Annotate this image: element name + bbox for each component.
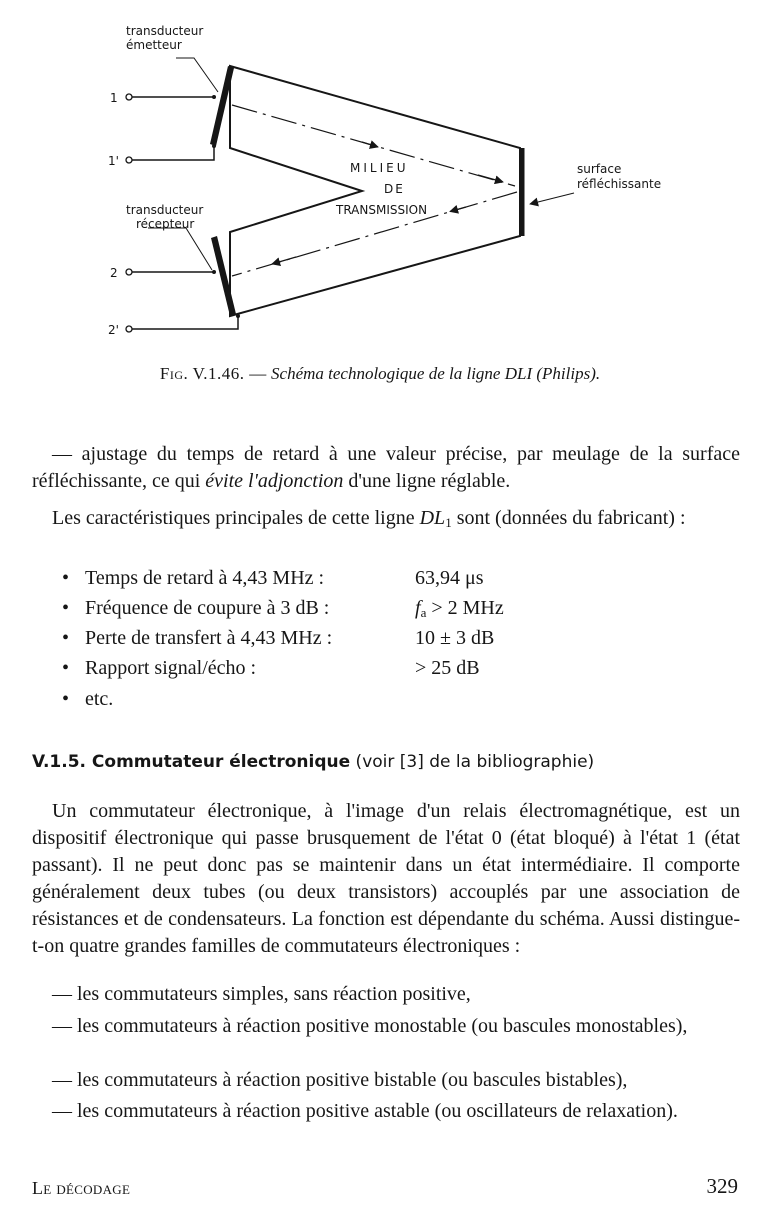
spec-label: etc. (85, 688, 114, 710)
receiver-leader (148, 228, 212, 270)
spec-label: Perte de transfert à 4,43 MHz : (85, 627, 333, 649)
medium-label-line2: DE (384, 182, 405, 196)
bullet: • (62, 597, 70, 619)
bullet: • (62, 688, 70, 710)
emitter-label-line2: émetteur (126, 38, 182, 52)
spec-value-symbol: f (415, 597, 421, 619)
line-name: DL (419, 507, 446, 529)
dli-delay-line-diagram (0, 0, 760, 345)
adjustment-text: — ajustage du temps de retard à une valeur précise, par meulage de la surface réfléchissante, ce qui (32, 443, 740, 492)
glass-body-outline (230, 66, 520, 316)
bullet: • (62, 657, 70, 679)
figure-number: Fig. V.1.46. — (159, 364, 267, 383)
medium-label-line3: TRANSMISSION (336, 203, 428, 217)
spec-item (62, 564, 662, 592)
spec-value: 10 ± 3 dB (415, 627, 495, 649)
spec-value (415, 594, 504, 627)
section-heading (32, 752, 594, 772)
spec-item (62, 594, 662, 622)
switch-definition-paragraph: Un commutateur électronique, à l'image d'un relais électromagnétique, est un dispositif électronique qui passe brusquement de l'état 0 (état bloqué) à l'état 1 (état passant). Il ne peut donc pas se maintenir dans un état intermédiaire. Il comporte généralement deux tubes (ou deux transistors) accouplés par une association de résistances et de condensateurs. La fonction est dépendante du schéma. Aussi distingue-t-on quatre grandes familles de commutateurs électroniques : (32, 800, 740, 957)
terminal-2-label: 2 (110, 266, 118, 280)
dash-item: — les commutateurs à réaction positive bistable (ou bascules bistables), (52, 1069, 628, 1091)
receiver-label-line2: récepteur (136, 217, 195, 231)
emitted-wave-arrow-2 (478, 175, 503, 182)
emitted-wave-arrow-1 (362, 142, 378, 147)
characteristics-tail: sont (données du fabricant) : (451, 507, 686, 529)
characteristics-text: Les caractéristiques principales de cette ligne (52, 507, 420, 529)
bullet: • (62, 627, 70, 649)
spec-item (62, 685, 662, 713)
reflected-wave-arrow-2 (272, 257, 296, 264)
spec-label: Fréquence de coupure à 3 dB : (85, 597, 330, 619)
section-title: V.1.5. Commutateur électronique (32, 752, 351, 772)
spec-label: Temps de retard à 4,43 MHz : (85, 567, 325, 589)
spec-value-subscript: a (420, 605, 427, 620)
figure-title: Schéma technologique de la ligne DLI (Philips). (271, 364, 601, 383)
characteristics-intro (32, 505, 740, 536)
page-number: 329 (706, 1174, 738, 1198)
spec-item (62, 624, 662, 652)
emitter-label-line1: transducteur (126, 24, 204, 38)
terminal-2p-label: 2' (108, 323, 119, 337)
figure-caption (0, 364, 760, 384)
adjustment-emphasis: évite l'adjonction (205, 470, 344, 492)
emitter-leader (176, 58, 218, 92)
bullet: • (62, 567, 70, 589)
terminal-1-label: 1 (110, 91, 118, 105)
surface-leader (530, 193, 574, 204)
surface-label-line2: réfléchissante (577, 177, 662, 191)
adjustment-paragraph (32, 441, 740, 495)
surface-label-line1: surface (577, 162, 622, 176)
line-subscript: 1 (445, 515, 452, 530)
adjustment-tail: d'une ligne réglable. (343, 470, 511, 492)
spec-value: > 25 dB (415, 657, 480, 679)
dash-item: — les commutateurs à réaction positive monostable (ou bascules monostables), (52, 1015, 688, 1037)
spec-item (62, 654, 662, 682)
section-reference: (voir [3] de la bibliographie) (350, 752, 595, 772)
spec-label: Rapport signal/écho : (85, 657, 257, 679)
terminal-1p-label: 1' (108, 154, 119, 168)
running-footer: Le décodage (32, 1178, 131, 1198)
spec-value: 63,94 μs (415, 567, 484, 589)
dash-item: — les commutateurs simples, sans réaction positive, (52, 983, 471, 1005)
medium-label-line1: MILIEU (350, 161, 409, 175)
reflected-wave-arrow-1 (450, 207, 466, 212)
spec-value-tail: > 2 MHz (426, 597, 504, 619)
receiver-label-line1: transducteur (126, 203, 204, 217)
dash-item: — les commutateurs à réaction positive astable (ou oscillateurs de relaxation). (52, 1100, 678, 1122)
